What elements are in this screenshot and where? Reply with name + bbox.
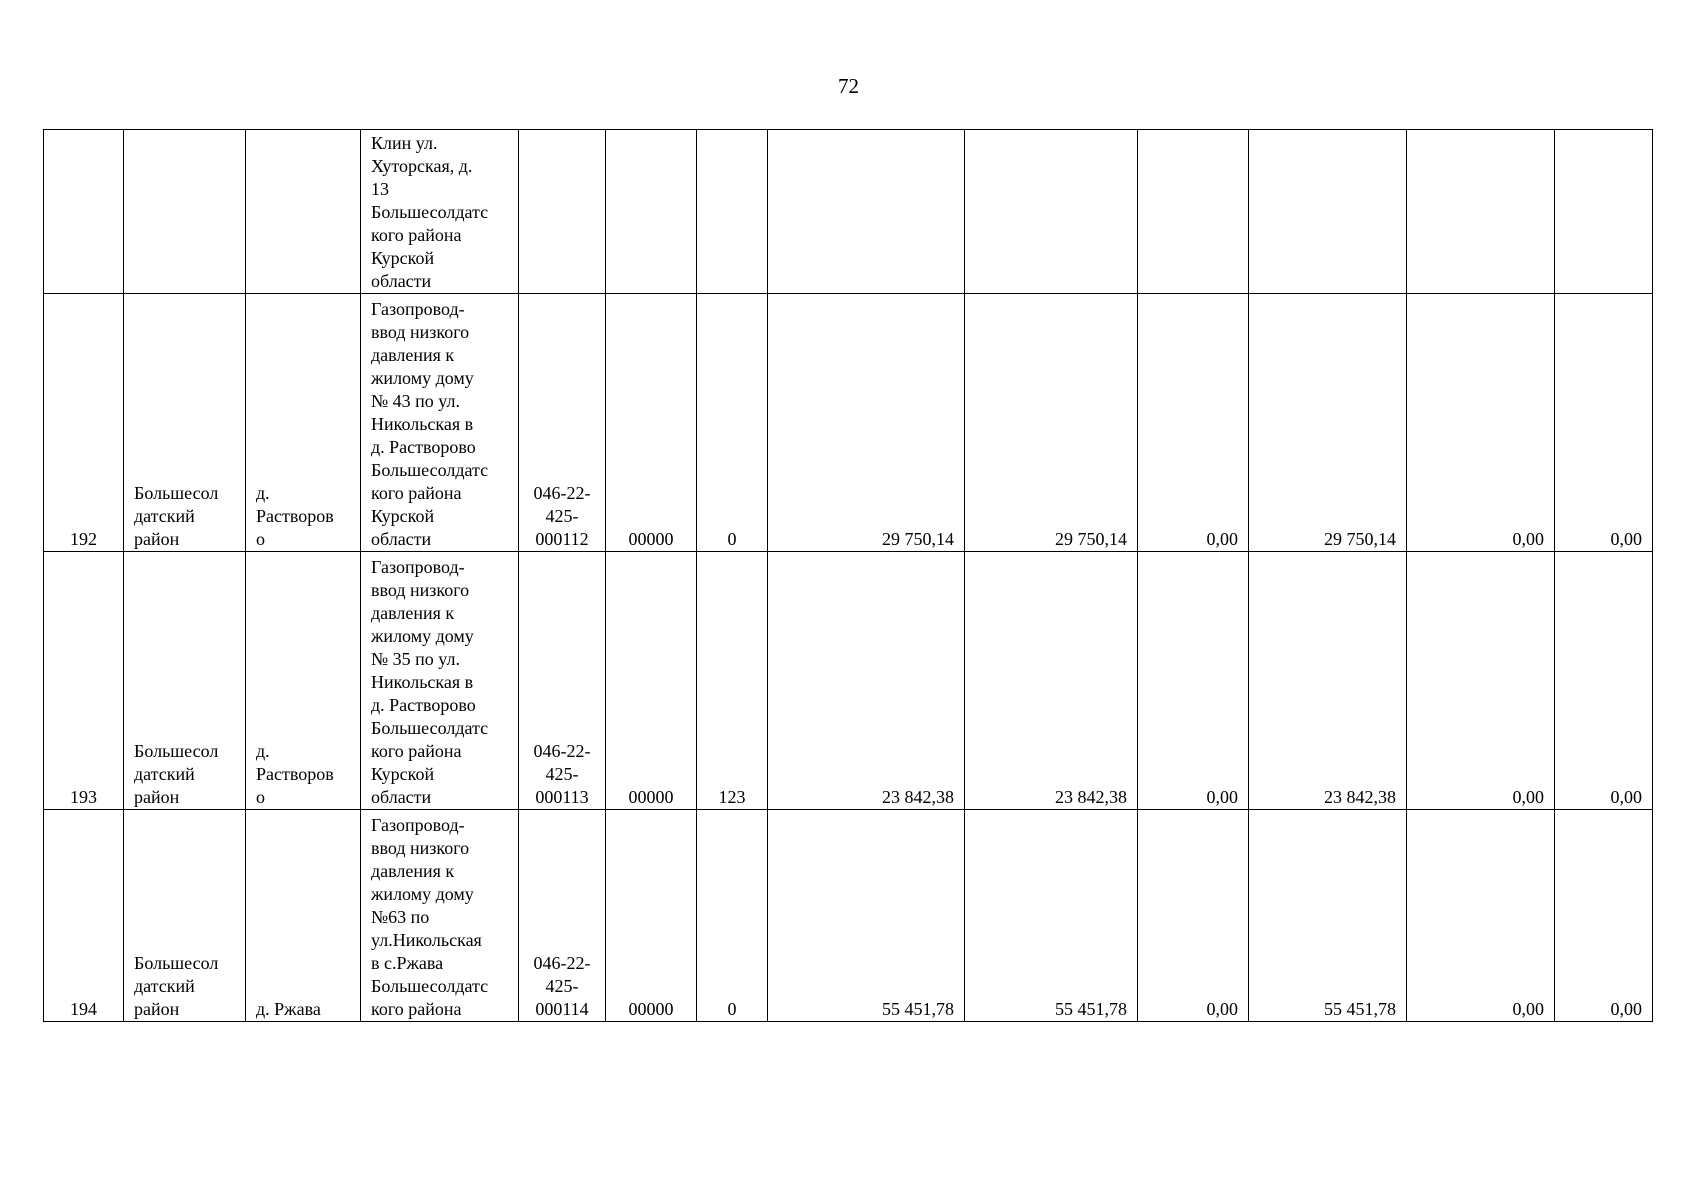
settlement-cell: д. Растворов о (246, 294, 361, 552)
amount4-cell (1249, 130, 1407, 294)
amount2-cell: 23 842,38 (965, 552, 1138, 810)
amount5-cell: 0,00 (1407, 552, 1555, 810)
amount6-cell: 0,00 (1555, 552, 1653, 810)
row-index: 192 (44, 294, 124, 552)
amount1-cell: 23 842,38 (768, 552, 965, 810)
amount3-cell: 0,00 (1138, 294, 1249, 552)
row-index: 194 (44, 810, 124, 1022)
col6-cell: 00000 (606, 810, 697, 1022)
amount3-cell (1138, 130, 1249, 294)
amount6-cell: 0,00 (1555, 294, 1653, 552)
code-cell (519, 130, 606, 294)
row-index (44, 130, 124, 294)
table-row (44, 810, 1653, 1022)
settlement-cell: д. Растворов о (246, 552, 361, 810)
district-cell (124, 130, 246, 294)
amount1-cell: 29 750,14 (768, 294, 965, 552)
district-cell: Большесол датский район (124, 294, 246, 552)
code-cell: 046-22- 425- 000114 (519, 810, 606, 1022)
description-cell: Газопровод- ввод низкого давления к жилому дому № 35 по ул. Никольская в д. Растворово Большесолдатс кого района Курской области (361, 552, 519, 810)
row-index: 193 (44, 552, 124, 810)
code-cell: 046-22- 425- 000113 (519, 552, 606, 810)
description-cell: Клин ул. Хуторская, д. 13 Большесолдатс кого района Курской области (361, 130, 519, 294)
amount5-cell: 0,00 (1407, 294, 1555, 552)
code-cell: 046-22- 425- 000112 (519, 294, 606, 552)
settlement-cell: д. Ржава (246, 810, 361, 1022)
district-cell: Большесол датский район (124, 552, 246, 810)
amount4-cell: 55 451,78 (1249, 810, 1407, 1022)
table-row (44, 294, 1653, 552)
amount2-cell: 55 451,78 (965, 810, 1138, 1022)
amount6-cell: 0,00 (1555, 810, 1653, 1022)
page-number: 72 (838, 74, 859, 98)
col6-cell (606, 130, 697, 294)
amount3-cell: 0,00 (1138, 552, 1249, 810)
amount5-cell (1407, 130, 1555, 294)
description-cell: Газопровод- ввод низкого давления к жилому дому № 43 по ул. Никольская в д. Растворово Большесолдатс кого района Курской области (361, 294, 519, 552)
col7-cell (697, 130, 768, 294)
amount3-cell: 0,00 (1138, 810, 1249, 1022)
amount2-cell: 29 750,14 (965, 294, 1138, 552)
col7-cell: 123 (697, 552, 768, 810)
amount1-cell: 55 451,78 (768, 810, 965, 1022)
amount4-cell: 29 750,14 (1249, 294, 1407, 552)
table-row (44, 552, 1653, 810)
settlement-cell (246, 130, 361, 294)
table-row (44, 130, 1653, 294)
col6-cell: 00000 (606, 294, 697, 552)
amount6-cell (1555, 130, 1653, 294)
amount2-cell (965, 130, 1138, 294)
col7-cell: 0 (697, 294, 768, 552)
col6-cell: 00000 (606, 552, 697, 810)
col7-cell: 0 (697, 810, 768, 1022)
property-table (43, 129, 1653, 1022)
amount5-cell: 0,00 (1407, 810, 1555, 1022)
amount4-cell: 23 842,38 (1249, 552, 1407, 810)
district-cell: Большесол датский район (124, 810, 246, 1022)
description-cell: Газопровод- ввод низкого давления к жилому дому №63 по ул.Никольская в с.Ржава Большесолдатс кого района (361, 810, 519, 1022)
amount1-cell (768, 130, 965, 294)
